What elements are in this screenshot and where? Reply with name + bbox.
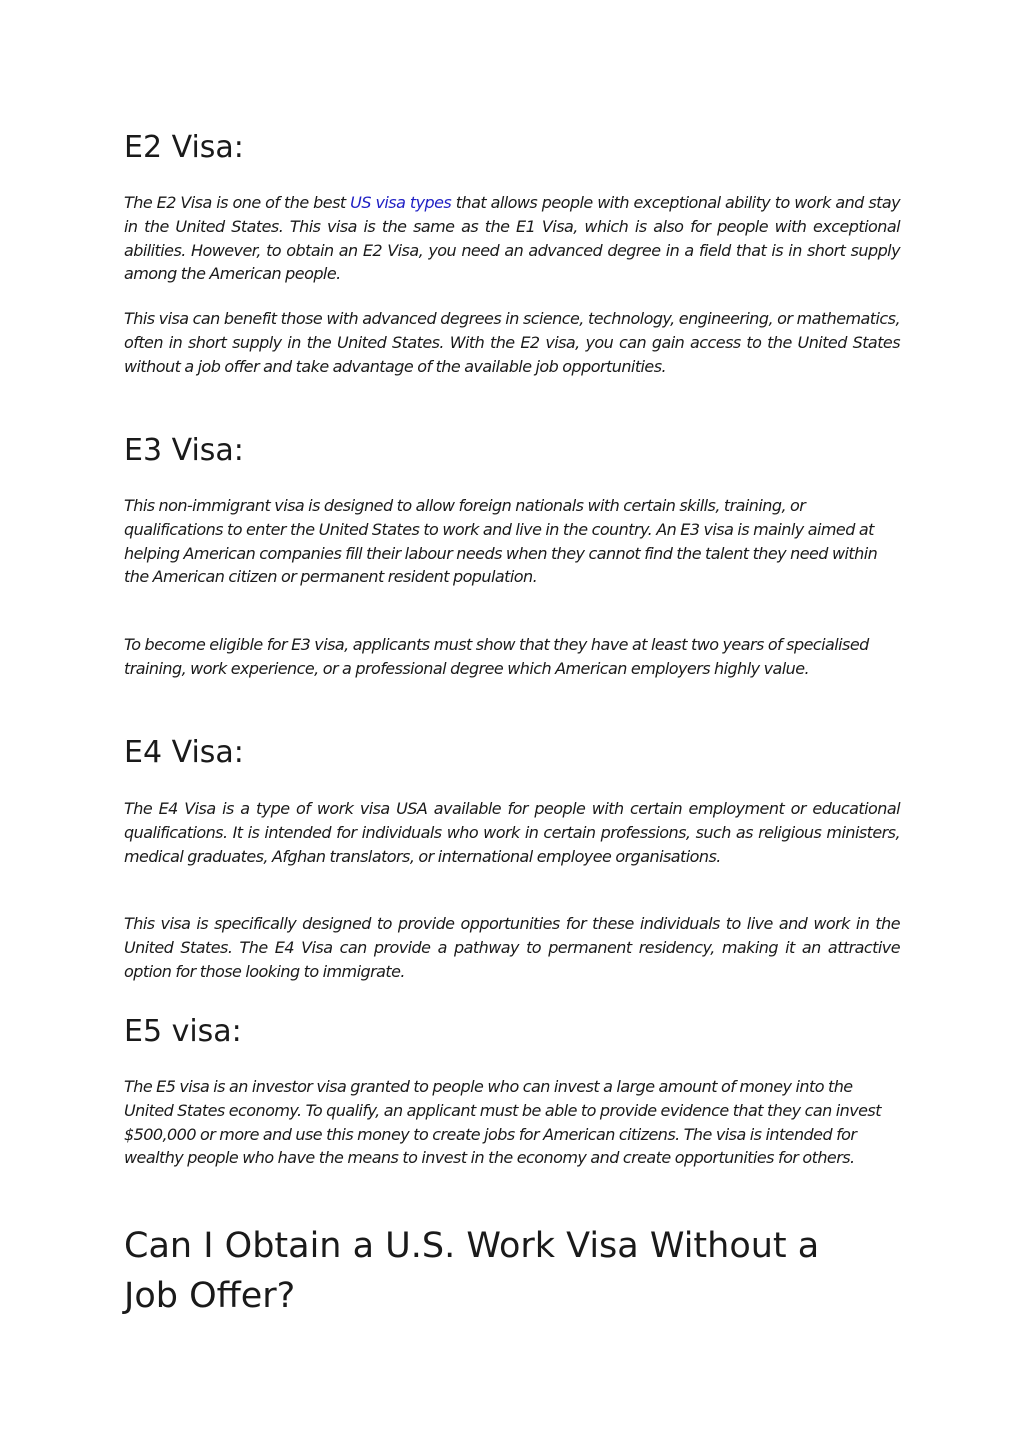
e4-heading: E4 Visa: bbox=[124, 735, 244, 770]
e2-paragraph-1 bbox=[124, 191, 900, 286]
e2-p1-text-after: that allows people with exceptional ability to work and stay in the United States. This visa is the same as the E1 Visa, which is also for people with exceptional abilities. However, to obtain an E2 Visa, you need an advanced degree in a field that is in short supply among the American people. bbox=[124, 193, 901, 284]
e4-paragraph-1 bbox=[124, 797, 900, 868]
us-visa-types-link[interactable]: US visa types bbox=[350, 193, 452, 212]
e5-paragraph-1: The E5 visa is an investor visa granted to people who can invest a large amount of money into the United States economy. To qualify, an applicant must be able to provide evidence that they can invest $500,000 or more and use this money to create jobs for American citizens. The visa is intended for wealthy people who have the means to invest in the economy and create opportunities for others. bbox=[124, 1077, 881, 1168]
e4-p1-text-after: available for people with certain employment or educational qualifications. It is intended for individuals who work in certain professions, such as religious ministers, medical graduates, Afghan translators, or international employee organisations. bbox=[124, 799, 900, 866]
e2-heading: E2 Visa: bbox=[124, 130, 244, 165]
e2-paragraph-2: This visa can benefit those with advanced degrees in science, technology, engineering, or mathematics, often in short supply in the United States. With the E2 visa, you can gain access to the United States without a job offer and take advantage of the available job opportunities. bbox=[124, 309, 900, 376]
e3-paragraph-1: This non-immigrant visa is designed to allow foreign nationals with certain skills, training, or qualifications to enter the United States to work and live in the country. An E3 visa is mainly aimed at helping American companies fill their labour needs when they cannot find the talent they need within the American citizen or permanent resident population. bbox=[124, 496, 878, 587]
work-visa-without-job-offer-heading: Can I Obtain a U.S. Work Visa Without a Job Offer? bbox=[124, 1226, 820, 1316]
e4-paragraph-2: This visa is specifically designed to provide opportunities for these individuals to live and work in the United States. The E4 Visa can provide a pathway to permanent residency, making it an attractive option for those looking to immigrate. bbox=[124, 914, 900, 981]
work-visa-usa-link[interactable]: work visa USA bbox=[316, 799, 428, 818]
e3-paragraph-2: To become eligible for E3 visa, applicants must show that they have at least two years of specialised training, work experience, or a professional degree which American employers highly value. bbox=[124, 635, 869, 678]
e3-heading: E3 Visa: bbox=[124, 433, 244, 468]
e2-p1-text-before: The E2 Visa is one of the best bbox=[124, 193, 351, 212]
e4-p1-text-before: The E4 Visa is a type of bbox=[124, 799, 317, 818]
e5-heading: E5 visa: bbox=[124, 1014, 242, 1049]
